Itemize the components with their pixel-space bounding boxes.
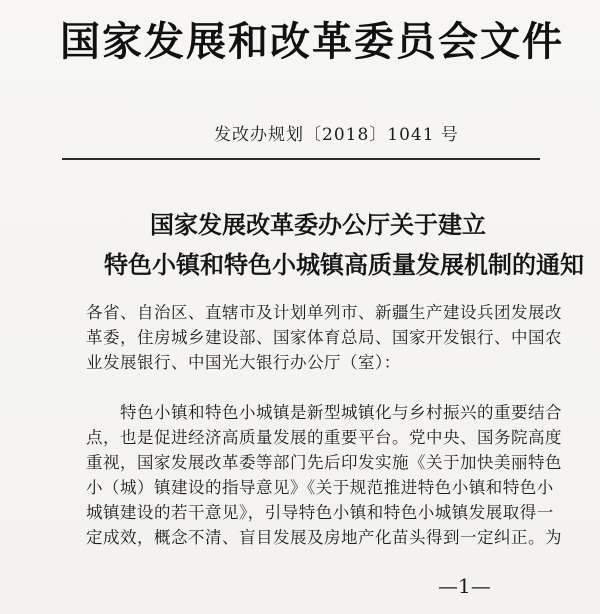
document-header-title: 国家发展和改革委员会文件 [60,18,564,65]
page-number: —1— [438,574,491,598]
body-paragraph [86,400,566,550]
body-paragraph-text: 特色小镇和特色小城镇是新型城镇化与乡村振兴的重要结合点，也是促进经济高质量发展的重要平台。党中央、国务院高度重视，国家发展改革委等部门先后印发实施《关于加快美丽特色小（城）镇建设的指导意见》《关于规范推进特色小镇和特色小城镇建设的若干意见》，引导特色小镇和特色小城镇发展取得一定成效，概念不清、盲目发展及房地产化苗头得到一定纠正。为 [86,403,562,547]
notice-title-line1: 国家发展改革委办公厅关于建立 [150,210,486,239]
document-number: 发改办规划〔2018〕1041 号 [214,125,459,145]
addressee-paragraph: 各省、自治区、直辖市及计划单列市、新疆生产建设兵团发展改革委，住房城乡建设部、国家体育总局、国家开发银行、中国农业发展银行、中国光大银行办公厅（室）： [86,303,562,372]
header-divider [62,158,540,160]
notice-title-line2: 特色小镇和特色小城镇高质量发展机制的通知 [104,250,584,279]
